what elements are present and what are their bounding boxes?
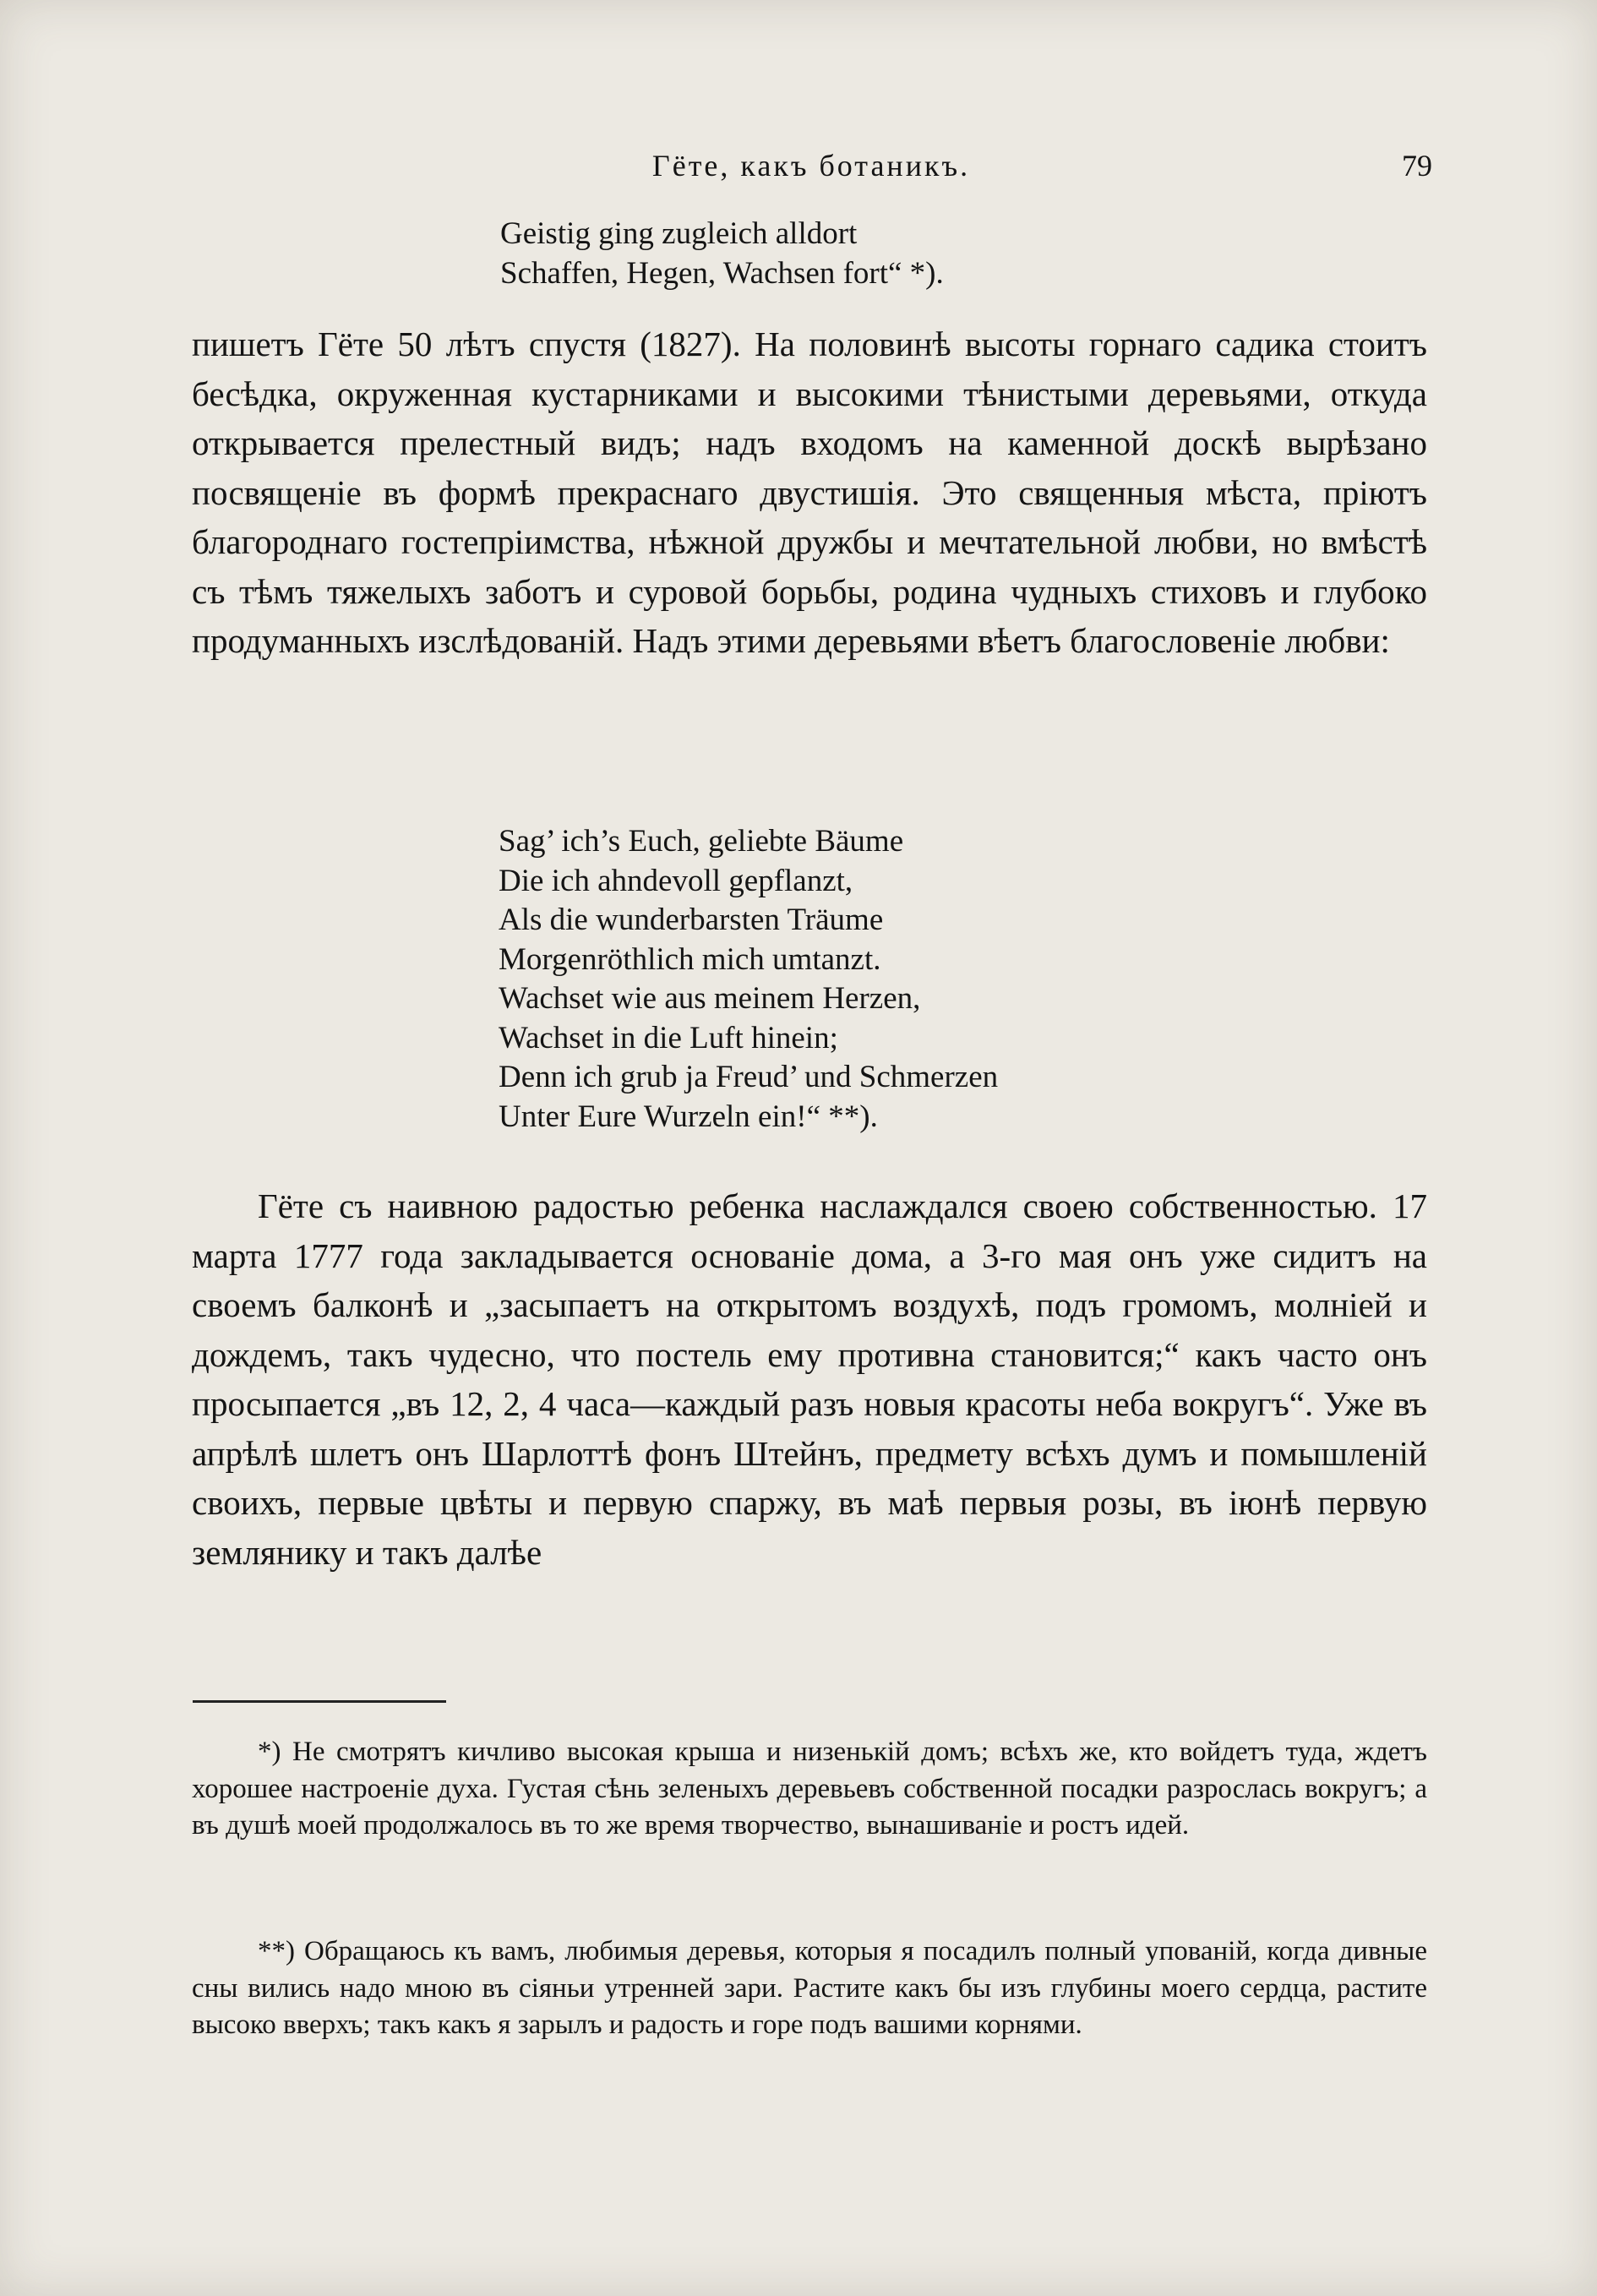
verse-quote-2: Sag’ ich’s Euch, geliebte Bäume Die ich ahndevoll gepflanzt, Als die wunderbarsten Träume Morgenröthlich mich umtanzt. Wachset wie aus meinem Herzen, Wachset in die Luft hinein; Denn ich grub ja Freud’ und Schmerzen Unter Eure Wurzeln ein!“ **). [499, 824, 999, 1134]
body-paragraph-2: Гёте съ наивною радостью ребенка наслаждался своею собственностью. 17 марта 1777 года закладывается основаніе дома, а 3-го мая онъ уже сидитъ на своемъ балконѣ и „засыпаетъ на открытомъ воздухѣ, подъ громомъ, молніей и дождемъ, такъ чудесно, что постель ему противна становится;“ какъ часто онъ просыпается „въ 12, 2, 4 часа—каждый разъ новыя красоты неба вокругъ“. Уже въ апрѣлѣ шлетъ онъ Шарлоттѣ фонъ Штейнъ, предмету всѣхъ думъ и помышленій своихъ, первые цвѣты и первую спаржу, въ маѣ первыя розы, въ іюнѣ первую землянику и такъ далѣе [192, 1186, 1427, 1572]
footnote-2: **) Обращаюсь къ вамъ, любимыя деревья, которыя я посадилъ полный упованій, когда дивные сны вились надо мною въ сіяньи утренней зари. Растите какъ бы изъ глубины моего сердца, растите высоко вверхъ; такъ какъ я зарылъ и радость и горе подъ вашими корнями. [192, 1936, 1427, 2040]
running-title: Гёте, какъ ботаникъ. [651, 149, 971, 183]
page-number: 79 [1402, 149, 1432, 183]
footnote-separator [193, 1700, 446, 1703]
body-paragraph-1: пишетъ Гёте 50 лѣтъ спустя (1827). На половинѣ высоты горнаго садика стоитъ бесѣдка, окруженная кустарниками и высокими тѣнистыми деревьями, откуда открывается прелестный видъ; надъ входомъ на каменной доскѣ вырѣзано посвященіе въ формѣ прекраснаго двустишія. Это священныя мѣста, пріютъ благороднаго гостепріимства, нѣжной дружбы и мечтательной любви, но вмѣстѣ съ тѣмъ тяжелыхъ заботъ и суровой борьбы, родина чудныхъ стиховъ и глубоко продуманныхъ изслѣдованій. Надъ этими деревьями вѣетъ благословеніе любви: [192, 324, 1427, 660]
footnote-1: *) Не смотрятъ кичливо высокая крыша и низенькій домъ; всѣхъ же, кто войдетъ туда, ждетъ хорошее настроеніе духа. Густая сѣнь зеленыхъ деревьевъ собственной посадки разрослась вокругъ; а въ душѣ моей продолжалось въ то же время творчество, вынашиваніе и ростъ идей. [192, 1737, 1427, 1841]
page-header [190, 148, 1432, 199]
verse-quote-1: Geistig ging zugleich alldort Schaffen, Hegen, Wachsen fort“ *). [500, 216, 944, 291]
